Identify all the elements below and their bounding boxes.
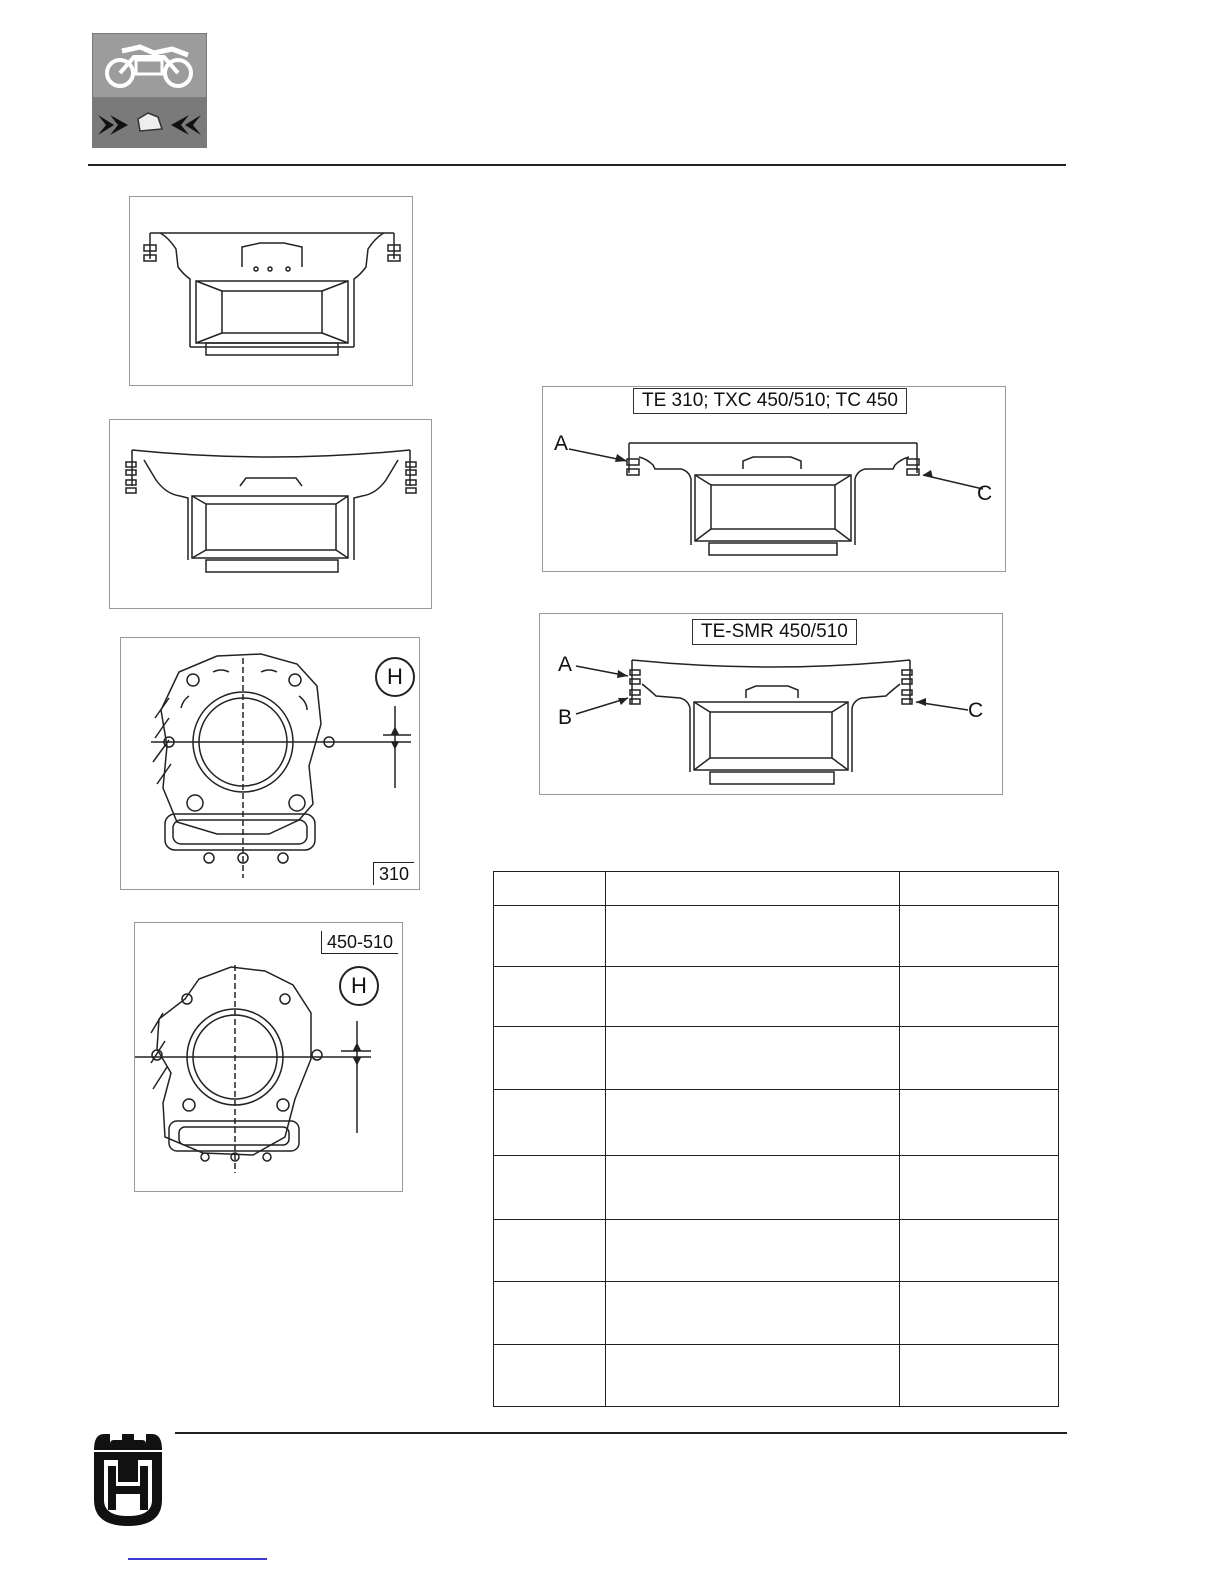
table-cell <box>900 1282 1059 1345</box>
table-cell <box>900 1090 1059 1156</box>
table-row <box>494 872 1059 906</box>
table-cell <box>494 1345 606 1407</box>
table-cell <box>494 906 606 967</box>
table-cell <box>494 1156 606 1220</box>
table-cell <box>900 872 1059 906</box>
table-cell <box>900 1156 1059 1220</box>
footer-rule <box>175 1432 1067 1434</box>
header-rule <box>88 164 1066 166</box>
table-cell <box>606 1282 900 1345</box>
footer-link-underline <box>128 1558 267 1560</box>
model-tag-450-510: 450-510 <box>321 931 398 954</box>
table-cell <box>900 1027 1059 1090</box>
table-cell <box>606 967 900 1027</box>
callout-c: C <box>968 699 984 722</box>
model-label-te310: TE 310; TXC 450/510; TC 450 <box>633 388 907 414</box>
cylinder-figure-450-510 <box>134 922 403 1192</box>
table-row <box>494 1282 1059 1345</box>
table-cell <box>494 1027 606 1090</box>
table-cell <box>494 1282 606 1345</box>
model-tag-310: 310 <box>373 862 414 885</box>
table-cell <box>900 967 1059 1027</box>
callout-a: A <box>554 432 569 455</box>
callout-b: B <box>558 706 573 729</box>
table-cell <box>494 1220 606 1282</box>
table-cell <box>494 872 606 906</box>
table-row <box>494 906 1059 967</box>
model-label-tesmr: TE-SMR 450/510 <box>692 619 857 645</box>
table-row <box>494 1027 1059 1090</box>
table-cell <box>494 1090 606 1156</box>
table-cell <box>606 1027 900 1090</box>
cylinder-figure-310 <box>120 637 420 890</box>
husqvarna-logo <box>88 1430 168 1530</box>
table-cell <box>900 906 1059 967</box>
table-cell <box>606 1090 900 1156</box>
gasket-figure-te310 <box>542 386 1006 572</box>
table-cell <box>606 1220 900 1282</box>
table-cell <box>606 872 900 906</box>
table-row <box>494 1090 1059 1156</box>
table-cell <box>494 967 606 1027</box>
table-cell <box>606 1156 900 1220</box>
gasket-figure-tesmr <box>539 613 1003 795</box>
table-row <box>494 1156 1059 1220</box>
table-cell <box>606 1345 900 1407</box>
gasket-figure-1 <box>129 196 413 386</box>
table-cell <box>900 1220 1059 1282</box>
callout-c: C <box>977 482 993 505</box>
height-badge-icon: H <box>375 657 415 697</box>
table-row <box>494 967 1059 1027</box>
table-row <box>494 1345 1059 1407</box>
specification-table <box>493 871 1059 1407</box>
gasket-figure-2 <box>109 419 432 609</box>
table-cell <box>606 906 900 967</box>
table-row <box>494 1220 1059 1282</box>
section-icon <box>92 33 207 148</box>
callout-a: A <box>558 653 573 676</box>
height-badge-icon: H <box>339 966 379 1006</box>
table-cell <box>900 1345 1059 1407</box>
